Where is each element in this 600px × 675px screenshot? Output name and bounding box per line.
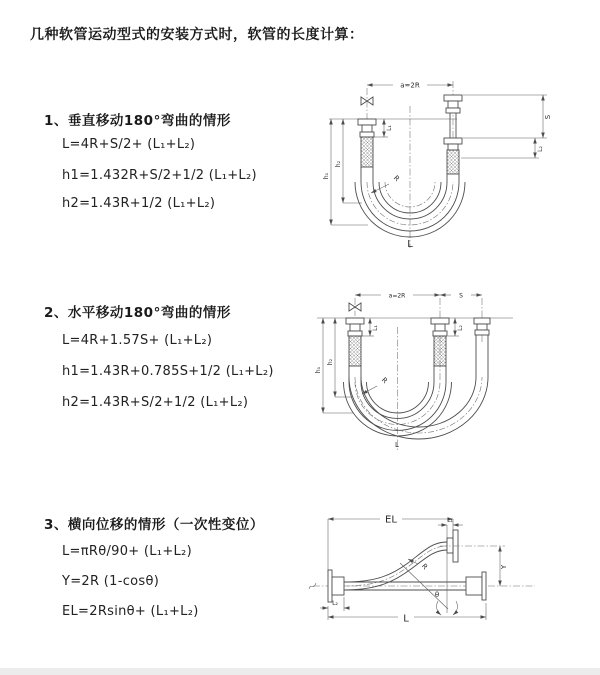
- radius-callout: [362, 376, 389, 394]
- dim-label-h2: h₂: [327, 358, 334, 366]
- dimension-l1: [362, 318, 379, 336]
- lateral-displacement-diagram: [300, 505, 580, 640]
- dim-label-s: S: [459, 292, 463, 300]
- dim-label-l: L: [407, 239, 413, 250]
- page-title: 几种软管运动型式的安装方式时，软管的长度计算：: [30, 27, 364, 43]
- dim-label-h1: h₁: [323, 172, 330, 180]
- dimension-y: [500, 546, 508, 586]
- dim-label-a2r: a=2R: [400, 81, 420, 90]
- left-pipe-connector: [346, 318, 364, 366]
- section-3-formula-EL: EL=2Rsinθ+ (L₁+L₂): [62, 604, 199, 619]
- dim-label-s: S: [544, 114, 552, 120]
- dimension-l1: [438, 517, 463, 525]
- dim-label-l: L: [403, 613, 409, 625]
- dim-label-l2: L₂: [537, 146, 544, 152]
- braided-hose-section: [447, 150, 459, 174]
- braided-hose-section: [361, 137, 373, 167]
- dim-label-r: R: [391, 174, 401, 184]
- section-2-formula-h1: h1=1.43R+0.785S+1/2 (L₁+L₂): [62, 364, 274, 379]
- dimension-l2: [448, 318, 464, 336]
- dim-label-a2r: a=2R: [388, 292, 406, 300]
- section-1-formula-L: L=4R+S/2+ (L₁+L₂): [62, 137, 196, 152]
- dim-label-l2: L₂: [457, 325, 464, 331]
- page-bottom-edge: [0, 668, 600, 675]
- dimension-l: [328, 603, 486, 625]
- dim-label-l1: L₁: [372, 325, 379, 331]
- dimension-a2r: [355, 293, 440, 300]
- middle-pipe-connector: [431, 318, 449, 366]
- s-curve-hose-displaced: [344, 542, 447, 590]
- dim-label-theta: θ: [434, 591, 440, 599]
- braided-hose-section: [349, 336, 361, 366]
- braided-hose-section: [434, 336, 446, 366]
- dimension-h2: [327, 318, 351, 397]
- dim-label-l1: L₁: [447, 517, 453, 524]
- dim-label-l1: L₁: [386, 125, 393, 131]
- dim-label-h1: h₁: [315, 366, 322, 374]
- dimension-h1: [315, 318, 353, 413]
- dimension-s: [440, 293, 482, 300]
- right-pipe-connector: [474, 318, 490, 335]
- section-2-formula-h2: h2=1.43R+S/2+1/2 (L₁+L₂): [62, 395, 249, 410]
- section-1-formula-h2: h2=1.43R+1/2 (L₁+L₂): [62, 196, 216, 211]
- horizontal-180-bend-diagram: [305, 282, 570, 455]
- dim-label-el: EL: [385, 514, 397, 526]
- u-bend-hose-original: [344, 366, 452, 436]
- dim-label-l: L: [395, 441, 399, 449]
- radius-callout: [371, 174, 401, 193]
- section-2-formula-L: L=4R+1.57S+ (L₁+L₂): [62, 333, 213, 348]
- right-flange: [466, 572, 486, 600]
- dimension-el: [328, 515, 453, 574]
- dimension-a2r: [367, 82, 453, 90]
- dim-label-h2: h₂: [335, 160, 342, 168]
- section-1-formula-h1: h1=1.432R+S/2+1/2 (L₁+L₂): [62, 168, 257, 183]
- dim-label-r: R: [379, 376, 389, 386]
- dim-label-y: Y: [500, 564, 508, 570]
- dimension-s: [463, 95, 552, 138]
- dim-label-r: R: [419, 562, 430, 572]
- left-flange: [328, 570, 344, 602]
- left-pipe-connector: [358, 119, 376, 167]
- dimension-l2: [461, 138, 544, 158]
- section-3-heading: 3、横向位移的情形（一次性变位）: [44, 517, 264, 533]
- dimension-h2: [335, 119, 362, 203]
- dim-label-l2: L₂: [332, 600, 338, 607]
- u-bend-hose-displaced: [349, 335, 488, 439]
- section-2-heading: 2、水平移动180°弯曲的情形: [44, 305, 231, 321]
- section-3-formula-L: L=πRθ/90+ (L₁+L₂): [62, 544, 192, 559]
- section-3-formula-Y: Y=2R (1-cosθ): [62, 574, 160, 589]
- vertical-180-bend-diagram: [315, 76, 555, 252]
- dimension-l2: [320, 597, 347, 611]
- section-1-heading: 1、垂直移动180°弯曲的情形: [44, 113, 231, 129]
- dimension-l1: [374, 119, 393, 137]
